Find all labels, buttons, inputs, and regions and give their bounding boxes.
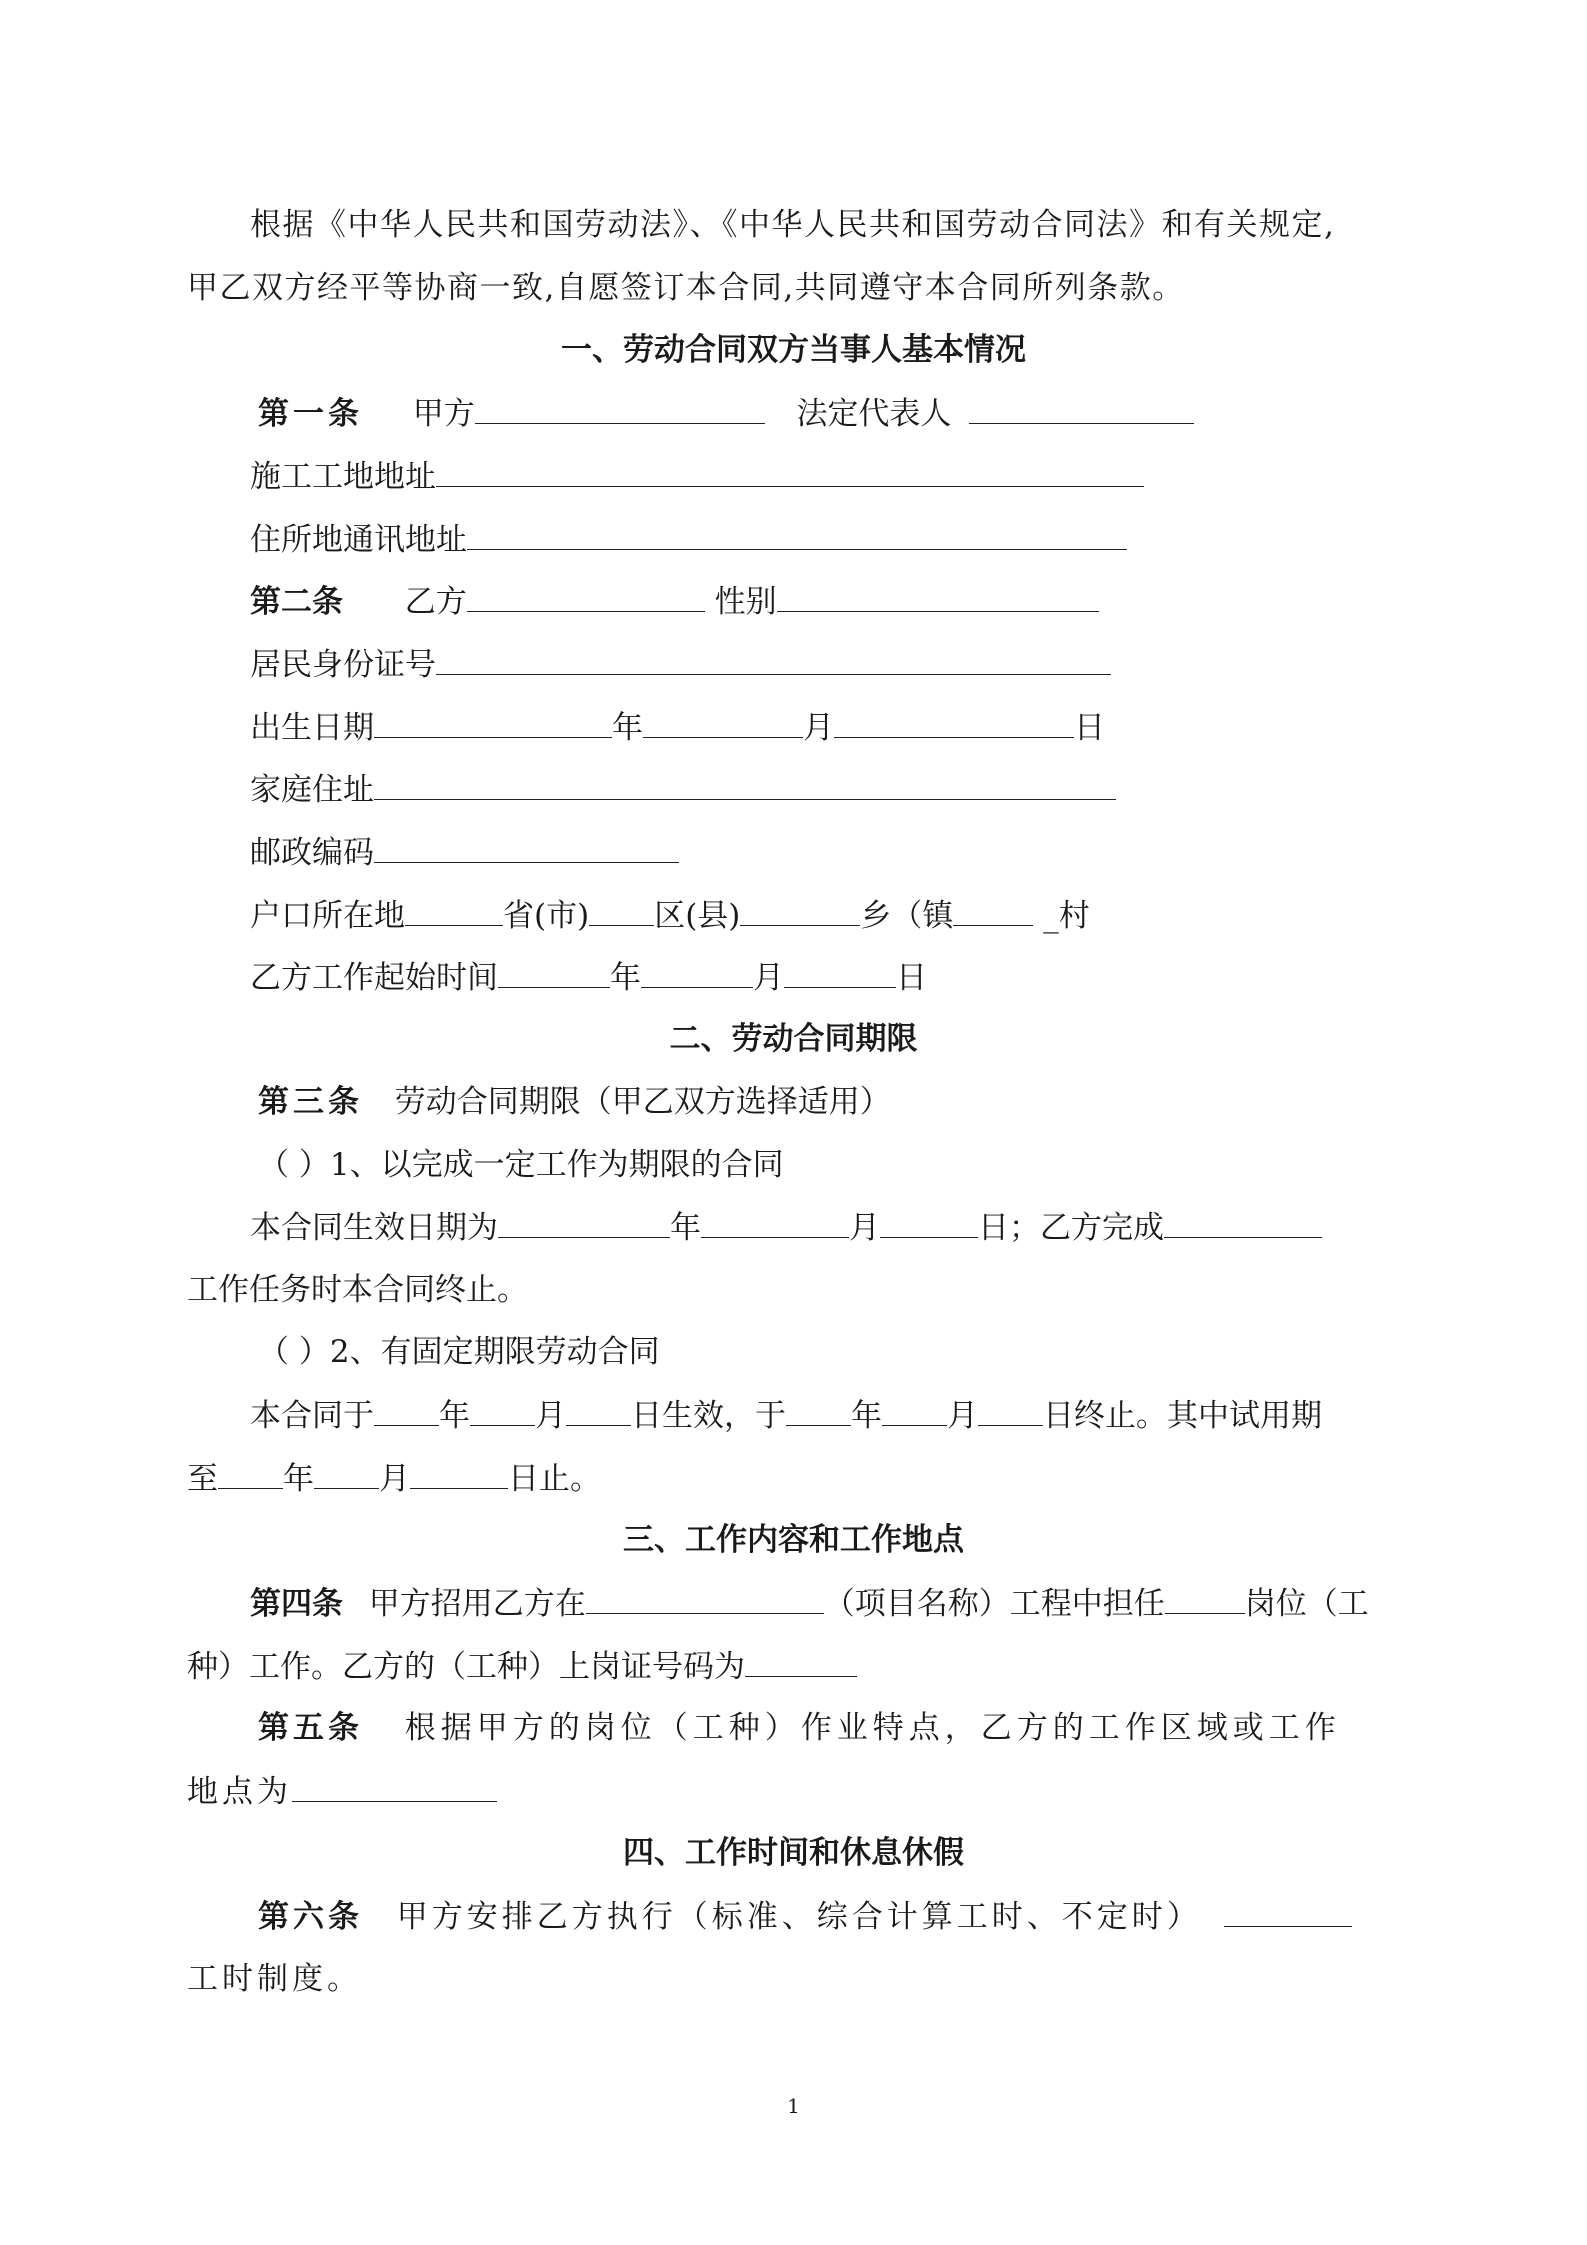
birth-year-unit: 年 [612, 710, 643, 746]
party-a-blank[interactable] [475, 393, 765, 424]
legal-rep-blank[interactable] [969, 393, 1194, 424]
option-1-text: 1、以完成一定工作为期限的合同 [329, 1147, 784, 1183]
birth-day-blank[interactable] [834, 707, 1074, 738]
id-number-row [250, 644, 1111, 685]
option-2-text: 2、有固定期限劳动合同 [329, 1334, 660, 1370]
section-2-heading: 二、劳动合同期限 [669, 1021, 918, 1057]
article-5-row [258, 1708, 1341, 1748]
start-month-unit: 月 [753, 960, 784, 996]
ft-start-year-unit: 年 [439, 1398, 470, 1434]
option-1-row [258, 1145, 784, 1185]
start-month-blank[interactable] [641, 957, 753, 988]
contract-at-label: 本合同于 [250, 1398, 374, 1434]
site-address-blank[interactable] [436, 456, 1144, 487]
town-unit: 乡（镇 [860, 898, 954, 934]
article-4-text-a: 甲方招用乙方在 [368, 1586, 586, 1622]
eff-year-blank[interactable] [498, 1207, 670, 1238]
birth-month-unit: 月 [803, 710, 834, 746]
trial-month-unit: 月 [379, 1461, 410, 1497]
option-2-row [258, 1332, 660, 1372]
home-address-label: 家庭住址 [250, 772, 374, 808]
article-5-row-2 [187, 1771, 497, 1812]
province-blank[interactable] [405, 895, 503, 926]
article-5-label: 第五条 [258, 1710, 363, 1746]
fixed-term-row [250, 1395, 1322, 1436]
article-5-text: 根据甲方的岗位（工种）作业特点，乙方的工作区域或工作 [404, 1710, 1341, 1746]
article-2-row [250, 581, 1099, 622]
legal-rep-label: 法定代表人 [796, 396, 952, 432]
page-number: 1 [787, 2094, 800, 2118]
eff-month-blank[interactable] [701, 1207, 849, 1238]
village-blank[interactable] [953, 895, 1033, 926]
article-1-label: 第一条 [258, 396, 363, 432]
province-unit: 省(市) [503, 898, 590, 934]
article-6-row-2: 工时制度。 [187, 1961, 362, 1997]
article-3-text: 劳动合同期限（甲乙双方选择适用） [394, 1084, 891, 1120]
article-3-label: 第三条 [258, 1084, 363, 1120]
article-4-row-2 [187, 1646, 857, 1687]
start-year-unit: 年 [610, 960, 641, 996]
option-1-checkbox[interactable]: （ ） [258, 1147, 330, 1183]
section-1-heading: 一、劳动合同双方当事人基本情况 [561, 332, 1026, 368]
birth-month-blank[interactable] [643, 707, 803, 738]
ft-end-year-unit: 年 [851, 1398, 882, 1434]
effective-date-row [250, 1207, 1322, 1248]
birth-date-label: 出生日期 [250, 710, 374, 746]
mail-address-blank[interactable] [467, 519, 1127, 550]
article-1-row [258, 393, 1194, 434]
section-3-heading: 三、工作内容和工作地点 [623, 1522, 964, 1558]
gender-blank[interactable] [777, 581, 1099, 612]
working-hours-blank[interactable] [1224, 1896, 1352, 1927]
terminate-row: 工作任务时本合同终止。 [187, 1272, 528, 1308]
trial-year-unit: 年 [283, 1461, 314, 1497]
eff-year-unit: 年 [670, 1210, 701, 1246]
ft-end-month-unit: 月 [947, 1398, 978, 1434]
day-stop-label: 日止。 [508, 1461, 601, 1497]
work-task-blank[interactable] [1164, 1207, 1322, 1238]
postal-code-label: 邮政编码 [250, 835, 374, 871]
party-b-label: 乙方 [404, 584, 467, 620]
article-5-place-label: 地点为 [187, 1774, 292, 1810]
trial-day-blank[interactable] [410, 1458, 508, 1489]
trial-month-blank[interactable] [314, 1458, 379, 1489]
article-4-label: 第四条 [250, 1586, 343, 1622]
ft-end-month-blank[interactable] [882, 1395, 947, 1426]
start-day-unit: 日 [896, 960, 927, 996]
article-4-text-d: 种）工作。乙方的（工种）上岗证号码为 [187, 1649, 745, 1685]
intro-line-2: 甲乙双方经平等协商一致,自愿签订本合同,共同遵守本合同所列条款。 [187, 270, 1185, 306]
town-blank[interactable] [740, 895, 860, 926]
hukou-row [250, 895, 1090, 936]
position-blank[interactable] [1165, 1583, 1245, 1614]
article-6-text: 甲方安排乙方执行（标准、综合计算工时、不定时） [396, 1899, 1202, 1935]
home-address-row [250, 769, 1116, 810]
article-6-label: 第六条 [258, 1899, 363, 1935]
id-number-blank[interactable] [436, 644, 1111, 675]
until-label: 至 [187, 1461, 218, 1497]
eff-day-complete: 日；乙方完成 [978, 1210, 1164, 1246]
ft-start-month-blank[interactable] [470, 1395, 535, 1426]
certificate-number-blank[interactable] [745, 1646, 857, 1677]
article-4-row [250, 1583, 1369, 1624]
option-2-checkbox[interactable]: （ ） [258, 1334, 330, 1370]
ft-end-day-blank[interactable] [978, 1395, 1043, 1426]
section-4-heading: 四、工作时间和休息休假 [623, 1835, 964, 1871]
article-3-row [258, 1082, 891, 1122]
birth-date-row [250, 707, 1105, 748]
district-blank[interactable] [589, 895, 654, 926]
postal-code-blank[interactable] [374, 832, 679, 863]
intro-line-1: 根据《中华人民共和国劳动法》、《中华人民共和国劳动合同法》和有关规定, [250, 207, 1336, 243]
birth-day-unit: 日 [1074, 710, 1105, 746]
village-unit: _村 [1043, 898, 1090, 934]
article-2-label: 第二条 [250, 584, 343, 620]
district-unit: 区(县) [654, 898, 741, 934]
party-b-blank[interactable] [467, 581, 705, 612]
trial-year-blank[interactable] [218, 1458, 283, 1489]
project-name-blank[interactable] [586, 1583, 824, 1614]
day-end-trial-label: 日终止。其中试用期 [1043, 1398, 1322, 1434]
id-number-label: 居民身份证号 [250, 647, 436, 683]
site-address-row [250, 456, 1144, 497]
article-6-row [258, 1896, 1352, 1937]
gender-label: 性别 [714, 584, 777, 620]
home-address-blank[interactable] [374, 769, 1116, 800]
start-year-blank[interactable] [498, 957, 610, 988]
hukou-label: 户口所在地 [250, 898, 405, 934]
site-address-label: 施工工地地址 [250, 459, 436, 495]
article-4-text-c: 岗位（工 [1244, 1586, 1369, 1622]
mail-address-row [250, 519, 1127, 560]
start-time-row [250, 957, 927, 998]
mail-address-label: 住所地通讯地址 [250, 522, 467, 558]
article-4-text-b: （项目名称）工程中担任 [823, 1586, 1165, 1622]
ft-start-year-blank[interactable] [374, 1395, 439, 1426]
eff-day-blank[interactable] [880, 1207, 978, 1238]
eff-month-unit: 月 [849, 1210, 880, 1246]
postal-code-row [250, 832, 679, 873]
trial-until-row [187, 1458, 601, 1499]
birth-year-blank[interactable] [374, 707, 612, 738]
effective-date-label: 本合同生效日期为 [250, 1210, 498, 1246]
start-time-label: 乙方工作起始时间 [250, 960, 498, 996]
ft-start-day-blank[interactable] [566, 1395, 631, 1426]
work-place-blank[interactable] [292, 1771, 497, 1802]
party-a-label: 甲方 [412, 396, 475, 432]
day-effect-label: 日生效，于 [631, 1398, 786, 1434]
ft-start-month-unit: 月 [535, 1398, 566, 1434]
start-day-blank[interactable] [784, 957, 896, 988]
ft-end-year-blank[interactable] [786, 1395, 851, 1426]
